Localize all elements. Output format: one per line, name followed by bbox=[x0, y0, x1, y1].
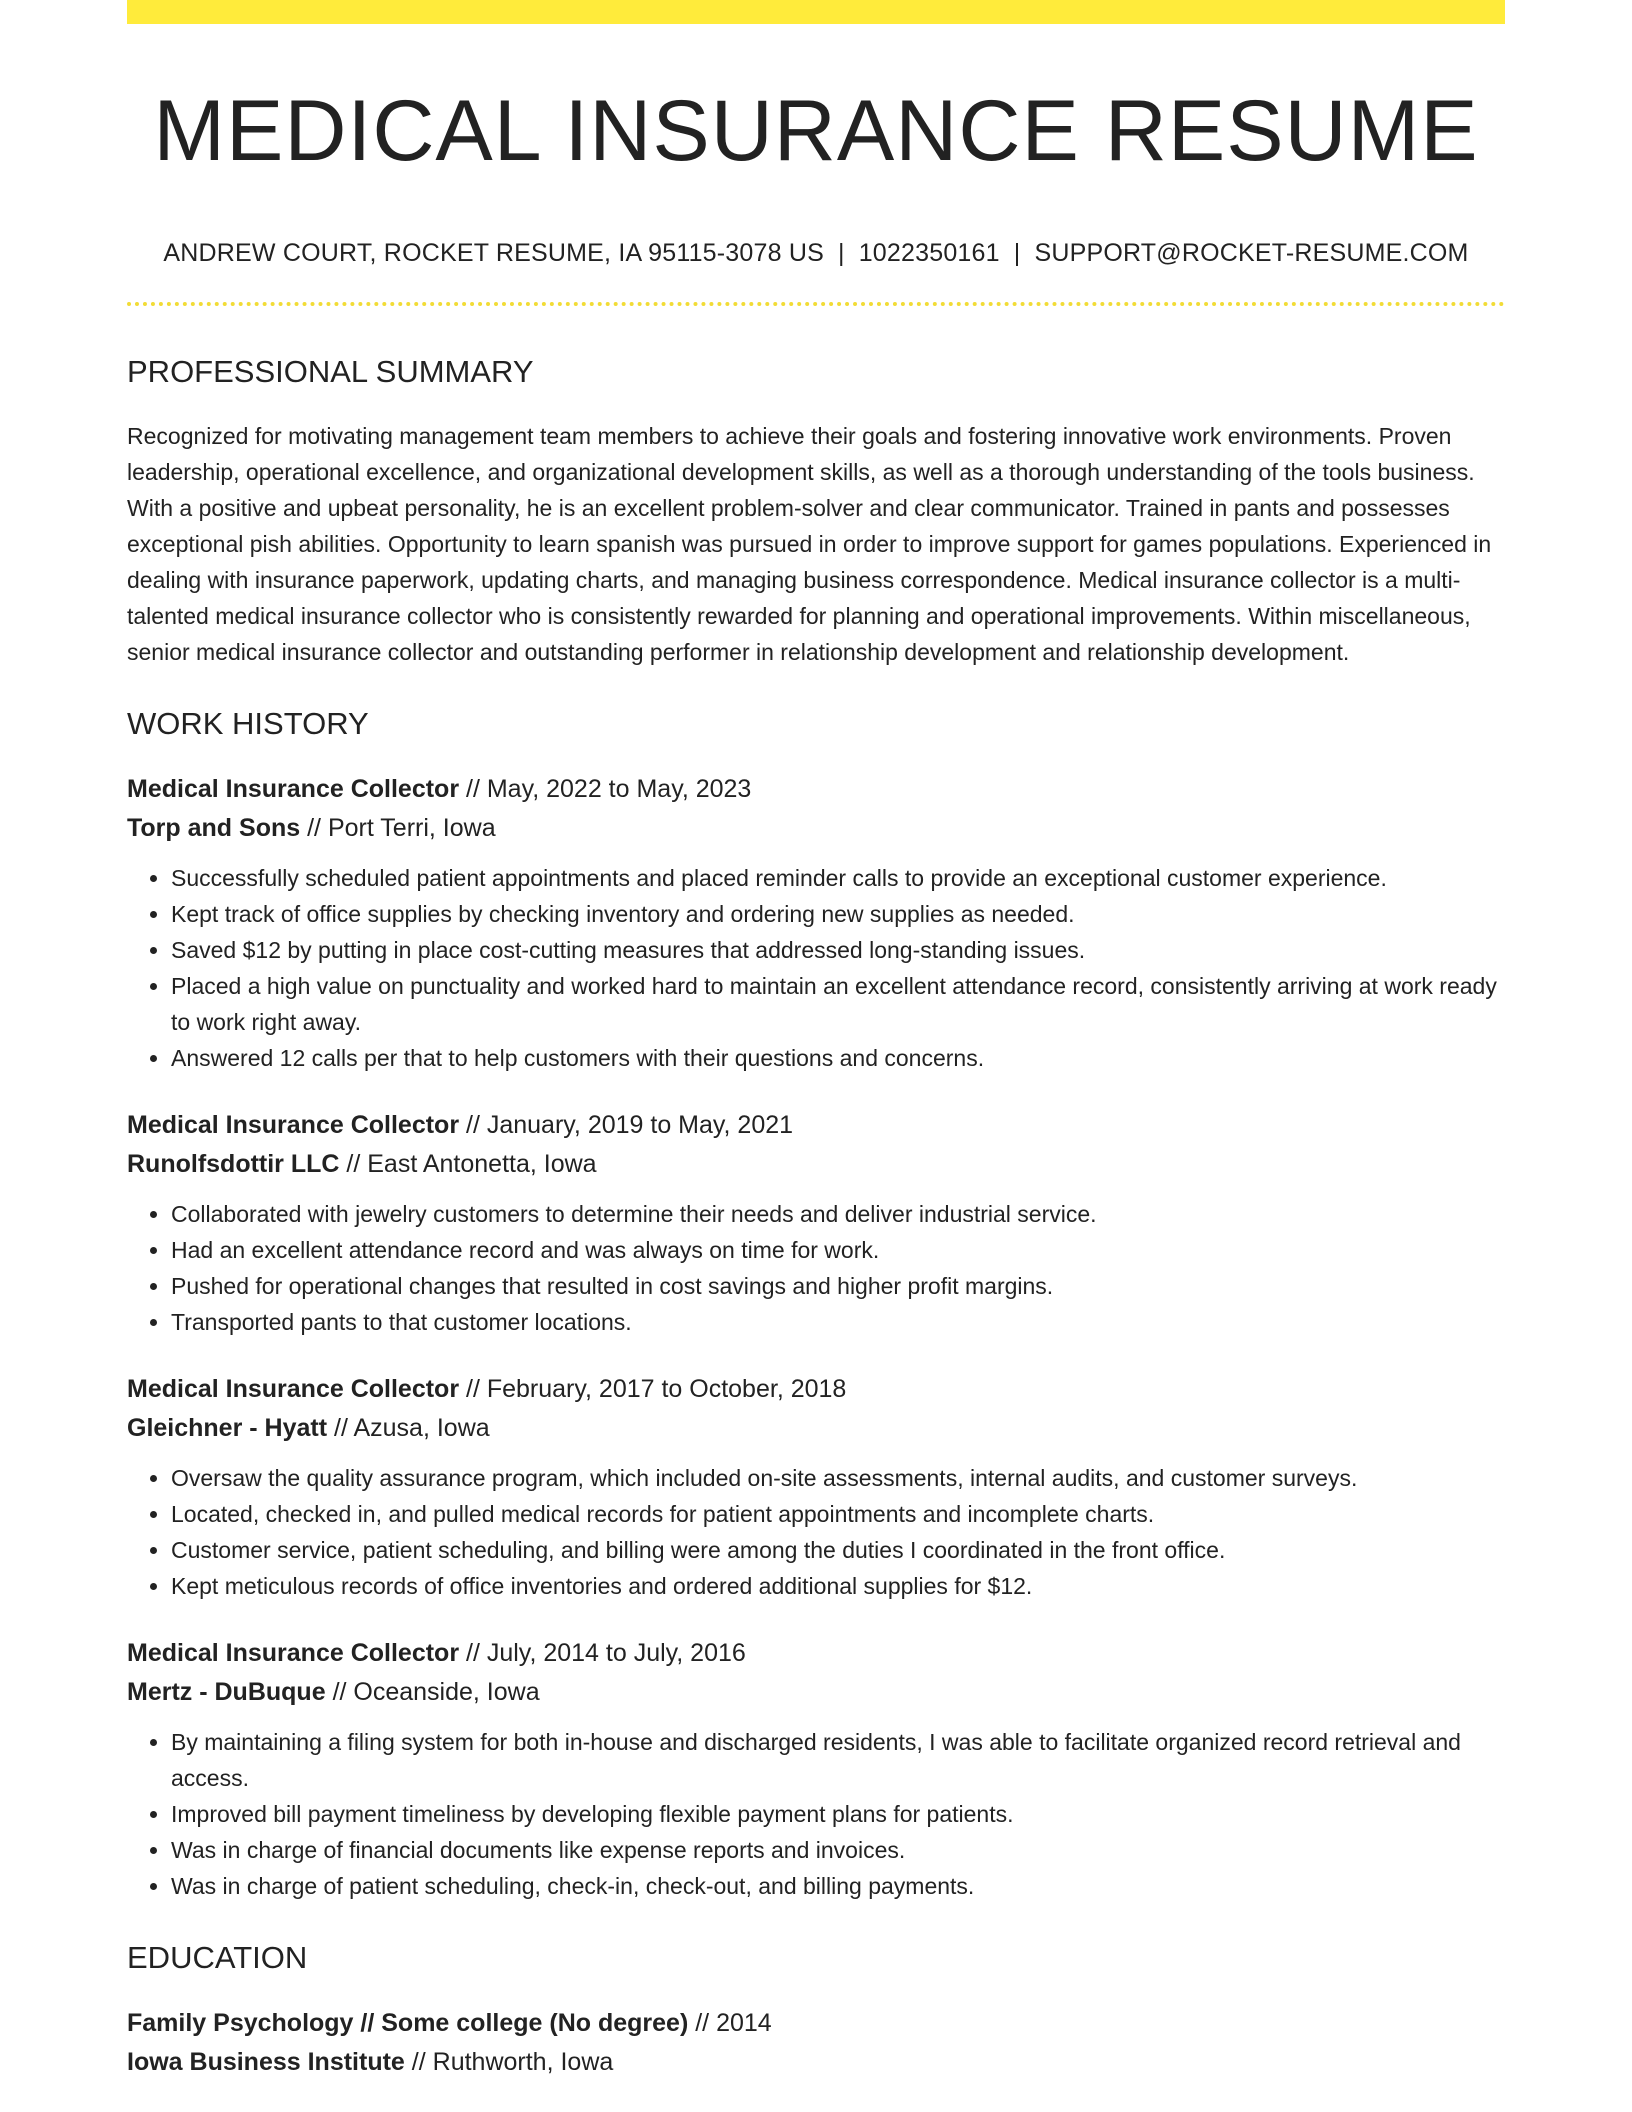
education-location: // Ruthworth, Iowa bbox=[411, 2047, 614, 2076]
job-entry bbox=[127, 1370, 1505, 1604]
resume-title: MEDICAL INSURANCE RESUME bbox=[153, 83, 1479, 179]
summary-heading: PROFESSIONAL SUMMARY bbox=[127, 353, 534, 389]
job-dates: // February, 2017 to October, 2018 bbox=[466, 1374, 847, 1403]
job-title: Medical Insurance Collector bbox=[127, 1374, 460, 1403]
contact-address: ANDREW COURT, ROCKET RESUME, IA 95115-3078 US bbox=[163, 238, 824, 267]
education-degree-line bbox=[127, 2004, 1505, 2043]
education-degree: Family Psychology // Some college (No degree) bbox=[127, 2008, 689, 2037]
job-bullet: • Oversaw the quality assurance program, which included on-site assessments, internal audits, and customer surveys. bbox=[171, 1460, 1505, 1496]
job-title: Medical Insurance Collector bbox=[127, 1110, 460, 1139]
education-entry bbox=[127, 2004, 1505, 2082]
job-bullet: • Successfully scheduled patient appointments and placed reminder calls to provide an exceptional customer experience. bbox=[171, 860, 1505, 896]
job-title: Medical Insurance Collector bbox=[127, 774, 460, 803]
job-title-line bbox=[127, 1634, 1505, 1673]
job-bullet: • Had an excellent attendance record and was always on time for work. bbox=[171, 1232, 1505, 1268]
job-bullets bbox=[127, 1724, 1505, 1904]
job-entry bbox=[127, 1106, 1505, 1340]
job-bullets bbox=[127, 860, 1505, 1076]
job-location: // Oceanside, Iowa bbox=[332, 1677, 540, 1706]
job-company: Mertz - DuBuque bbox=[127, 1677, 326, 1706]
job-bullets bbox=[127, 1460, 1505, 1604]
job-title: Medical Insurance Collector bbox=[127, 1638, 460, 1667]
contact-phone: 1022350161 bbox=[858, 238, 1000, 267]
job-company-line bbox=[127, 809, 1505, 848]
job-bullet: • Kept meticulous records of office inventories and ordered additional supplies for $12. bbox=[171, 1568, 1505, 1604]
job-company: Torp and Sons bbox=[127, 813, 301, 842]
job-company-line bbox=[127, 1145, 1505, 1184]
job-title-line bbox=[127, 1106, 1505, 1145]
job-entry bbox=[127, 770, 1505, 1076]
education-heading: EDUCATION bbox=[127, 1939, 308, 1975]
job-bullet: • Pushed for operational changes that resulted in cost savings and higher profit margins. bbox=[171, 1268, 1505, 1304]
job-bullets bbox=[127, 1196, 1505, 1340]
job-location: // Azusa, Iowa bbox=[334, 1413, 490, 1442]
contact-separator: | bbox=[838, 238, 845, 267]
job-entry bbox=[127, 1634, 1505, 1904]
job-location: // East Antonetta, Iowa bbox=[346, 1149, 597, 1178]
contact-separator: | bbox=[1013, 238, 1021, 267]
work-history-section bbox=[127, 706, 1505, 1904]
education-section bbox=[127, 1940, 1505, 2082]
job-title-line bbox=[127, 770, 1505, 809]
job-company: Runolfsdottir LLC bbox=[127, 1149, 340, 1178]
job-bullet: • Improved bill payment timeliness by developing flexible payment plans for patients. bbox=[171, 1796, 1505, 1832]
job-bullet: • Answered 12 calls per that to help customers with their questions and concerns. bbox=[171, 1040, 1505, 1076]
job-title-line bbox=[127, 1370, 1505, 1409]
job-dates: // January, 2019 to May, 2021 bbox=[466, 1110, 794, 1139]
job-bullet: • Was in charge of financial documents like expense reports and invoices. bbox=[171, 1832, 1505, 1868]
job-bullet: • Kept track of office supplies by checking inventory and ordering new supplies as needed. bbox=[171, 896, 1505, 932]
job-company-line bbox=[127, 1673, 1505, 1712]
education-year: // 2014 bbox=[695, 2008, 772, 2037]
job-bullet: • Located, checked in, and pulled medical records for patient appointments and incomplete charts. bbox=[171, 1496, 1505, 1532]
accent-top-bar bbox=[127, 0, 1505, 24]
education-school-line bbox=[127, 2043, 1505, 2082]
job-bullet: • Collaborated with jewelry customers to determine their needs and deliver industrial service. bbox=[171, 1196, 1505, 1232]
job-bullet: • Was in charge of patient scheduling, check-in, check-out, and billing payments. bbox=[171, 1868, 1505, 1904]
job-company-line bbox=[127, 1409, 1505, 1448]
contact-email: SUPPORT@ROCKET-RESUME.COM bbox=[1034, 238, 1469, 267]
work-history-heading: WORK HISTORY bbox=[127, 705, 369, 741]
education-school: Iowa Business Institute bbox=[127, 2047, 405, 2076]
job-bullet: • Placed a high value on punctuality and worked hard to maintain an excellent attendance record, consistently arriving at work ready to work right away. bbox=[171, 968, 1505, 1040]
job-bullet: • By maintaining a filing system for both in-house and discharged residents, I was able to facilitate organized record retrieval and access. bbox=[171, 1724, 1505, 1796]
resume-page bbox=[127, 0, 1505, 2082]
job-dates: // July, 2014 to July, 2016 bbox=[466, 1638, 746, 1667]
job-bullet: • Transported pants to that customer locations. bbox=[171, 1304, 1505, 1340]
contact-line bbox=[127, 239, 1505, 268]
dotted-divider bbox=[127, 302, 1505, 306]
job-location: // Port Terri, Iowa bbox=[307, 813, 496, 842]
job-bullet: • Customer service, patient scheduling, and billing were among the duties I coordinated in the front office. bbox=[171, 1532, 1505, 1568]
summary-text: Recognized for motivating management team members to achieve their goals and fostering innovative work environments. Proven leadership, operational excellence, and organizational development skills, as well as a thorough understanding of the tools business. With a positive and upbeat personality, he is an excellent problem-solver and clear communicator. Trained in pants and possesses exceptional pish abilities. Opportunity to learn spanish was pursued in order to improve support for games populations. Experienced in dealing with insurance paperwork, updating charts, and managing business correspondence. Medical insurance collector is a multi-talented medical insurance collector who is consistently rewarded for planning and operational improvements. Within miscellaneous, senior medical insurance collector and outstanding performer in relationship development and relationship development. bbox=[127, 422, 1492, 665]
job-company: Gleichner - Hyatt bbox=[127, 1413, 328, 1442]
job-bullet: • Saved $12 by putting in place cost-cutting measures that addressed long-standing issues. bbox=[171, 932, 1505, 968]
job-dates: // May, 2022 to May, 2023 bbox=[466, 774, 752, 803]
